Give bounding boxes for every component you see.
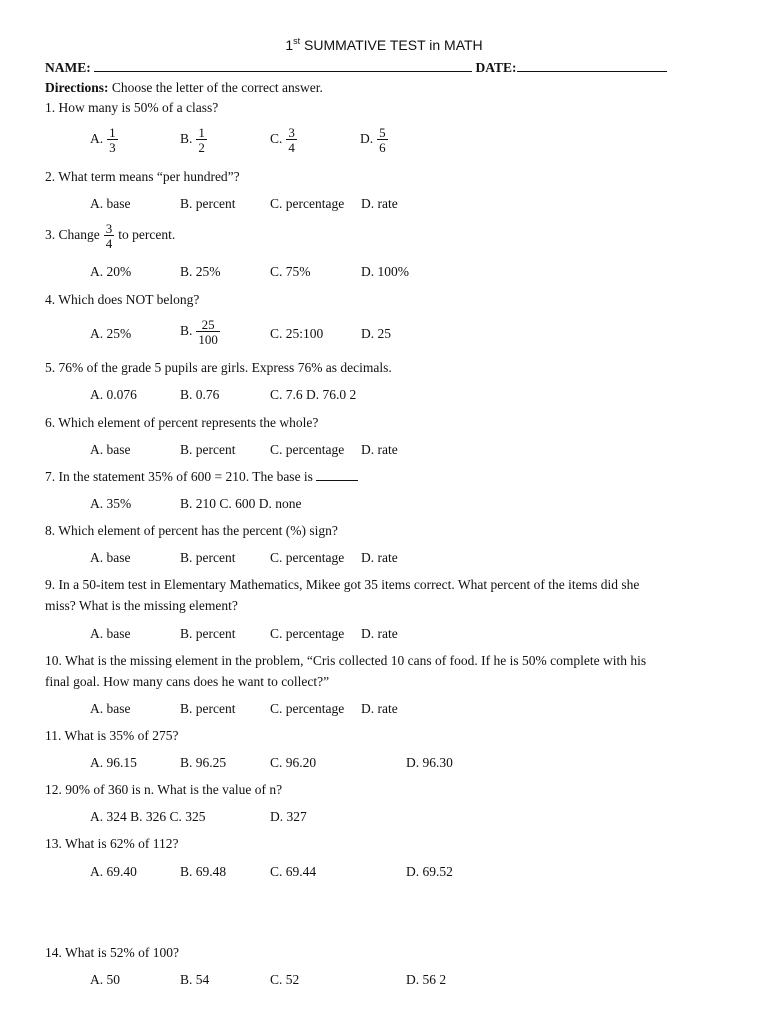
question-13: 13. What is 62% of 112?: [45, 836, 179, 851]
question-9-line-1: 9. In a 50-item test in Elementary Mathematics, Mikee got 35 items correct. What percent of the items did she: [45, 577, 640, 592]
q14-option-b[interactable]: B. 54: [180, 972, 210, 987]
q1-option-d[interactable]: D. $\frac{5}{6}$: [360, 125, 386, 155]
q4-option-b[interactable]: B. $\frac{25}{100}$: [180, 317, 218, 347]
fraction: $\frac{25}{100}$: [198, 317, 218, 347]
q2-option-b[interactable]: B. percent: [180, 196, 236, 211]
q1-option-c[interactable]: C. $\frac{3}{4}$: [270, 125, 295, 155]
q10-option-b[interactable]: B. percent: [180, 701, 236, 716]
q9-option-a[interactable]: A. base: [90, 626, 131, 641]
fraction: $\frac{1}{2}$: [198, 125, 205, 155]
fraction: $\frac{5}{6}$: [379, 125, 386, 155]
q11-option-d[interactable]: D. 96.30: [406, 755, 453, 770]
q14-option-d[interactable]: D. 56 2: [406, 972, 447, 987]
q8-option-b[interactable]: B. percent: [180, 550, 236, 565]
question-1: 1. How many is 50% of a class?: [45, 100, 219, 115]
fraction: $\frac{1}{3}$: [109, 125, 116, 155]
q3-option-c[interactable]: C. 75%: [270, 264, 311, 279]
q11-option-b[interactable]: B. 96.25: [180, 755, 227, 770]
q7-option-a[interactable]: A. 35%: [90, 496, 132, 511]
question-9-line-2: miss? What is the missing element?: [45, 598, 238, 613]
page-title: 1st SUMMATIVE TEST in MATH: [285, 36, 483, 53]
q14-option-c[interactable]: C. 52: [270, 972, 300, 987]
q6-option-d[interactable]: D. rate: [361, 442, 398, 457]
question-4: 4. Which does NOT belong?: [45, 292, 200, 307]
question-3: 3. Change $\frac{3}{4}$ to percent.: [45, 221, 176, 251]
date-label: DATE:: [475, 60, 517, 75]
q5-option-b[interactable]: B. 0.76: [180, 387, 220, 402]
question-7: 7. In the statement 35% of 600 = 210. The base is: [45, 469, 358, 485]
q11-option-a[interactable]: A. 96.15: [90, 755, 137, 770]
q4-option-c[interactable]: C. 25:100: [270, 326, 324, 341]
q9-option-d[interactable]: D. rate: [361, 626, 398, 641]
question-10-line-1: 10. What is the missing element in the problem, “Cris collected 10 cans of food. If he is 50% complete with his: [45, 653, 647, 668]
q13-option-a[interactable]: A. 69.40: [90, 864, 137, 879]
q6-option-b[interactable]: B. percent: [180, 442, 236, 457]
q2-option-d[interactable]: D. rate: [361, 196, 398, 211]
q10-option-c[interactable]: C. percentage: [270, 701, 345, 716]
question-5: 5. 76% of the grade 5 pupils are girls. Express 76% as decimals.: [45, 360, 392, 375]
q1-option-b[interactable]: B. $\frac{1}{2}$: [180, 125, 205, 155]
question-6: 6. Which element of percent represents the whole?: [45, 415, 319, 430]
q5-option-a[interactable]: A. 0.076: [90, 387, 137, 402]
q4-option-d[interactable]: D. 25: [361, 326, 391, 341]
q8-option-c[interactable]: C. percentage: [270, 550, 345, 565]
q11-option-c[interactable]: C. 96.20: [270, 755, 317, 770]
q8-option-d[interactable]: D. rate: [361, 550, 398, 565]
question-12: 12. 90% of 360 is n. What is the value of n?: [45, 782, 283, 797]
q3-option-b[interactable]: B. 25%: [180, 264, 221, 279]
q1-option-a[interactable]: A. $\frac{1}{3}$: [90, 125, 116, 155]
q14-option-a[interactable]: A. 50: [90, 972, 120, 987]
question-10-line-2: final goal. How many cans does he want to collect?”: [45, 674, 330, 689]
directions: Directions: Choose the letter of the correct answer.: [45, 80, 323, 95]
q10-option-d[interactable]: D. rate: [361, 701, 398, 716]
q3-option-a[interactable]: A. 20%: [90, 264, 132, 279]
q2-option-c[interactable]: C. percentage: [270, 196, 345, 211]
q5-option-c-d[interactable]: C. 7.6 D. 76.0 2: [270, 387, 357, 402]
q7-option-b-c-d[interactable]: B. 210 C. 600 D. none: [180, 496, 302, 511]
q4-option-a[interactable]: A. 25%: [90, 326, 132, 341]
date-blank[interactable]: [517, 60, 667, 72]
q13-option-c[interactable]: C. 69.44: [270, 864, 317, 879]
q6-option-a[interactable]: A. base: [90, 442, 131, 457]
q12-option-d[interactable]: D. 327: [270, 809, 307, 824]
q6-option-c[interactable]: C. percentage: [270, 442, 345, 457]
q9-option-b[interactable]: B. percent: [180, 626, 236, 641]
question-8: 8. Which element of percent has the percent (%) sign?: [45, 523, 338, 538]
fraction: $\frac{3}{4}$: [105, 221, 113, 251]
name-date-row: [45, 60, 667, 76]
q3-option-d[interactable]: D. 100%: [361, 264, 409, 279]
fraction: $\frac{3}{4}$: [288, 125, 295, 155]
q13-option-b[interactable]: B. 69.48: [180, 864, 227, 879]
question-2: 2. What term means “per hundred”?: [45, 169, 240, 184]
question-14: 14. What is 52% of 100?: [45, 945, 179, 960]
q12-option-a-b-c[interactable]: A. 324 B. 326 C. 325: [90, 809, 206, 824]
answer-blank: [316, 470, 358, 481]
q2-option-a[interactable]: A. base: [90, 196, 131, 211]
name-label: NAME:: [45, 60, 91, 75]
q13-option-d[interactable]: D. 69.52: [406, 864, 453, 879]
question-11: 11. What is 35% of 275?: [45, 728, 179, 743]
q9-option-c[interactable]: C. percentage: [270, 626, 345, 641]
name-blank[interactable]: [94, 60, 472, 72]
q8-option-a[interactable]: A. base: [90, 550, 131, 565]
q10-option-a[interactable]: A. base: [90, 701, 131, 716]
